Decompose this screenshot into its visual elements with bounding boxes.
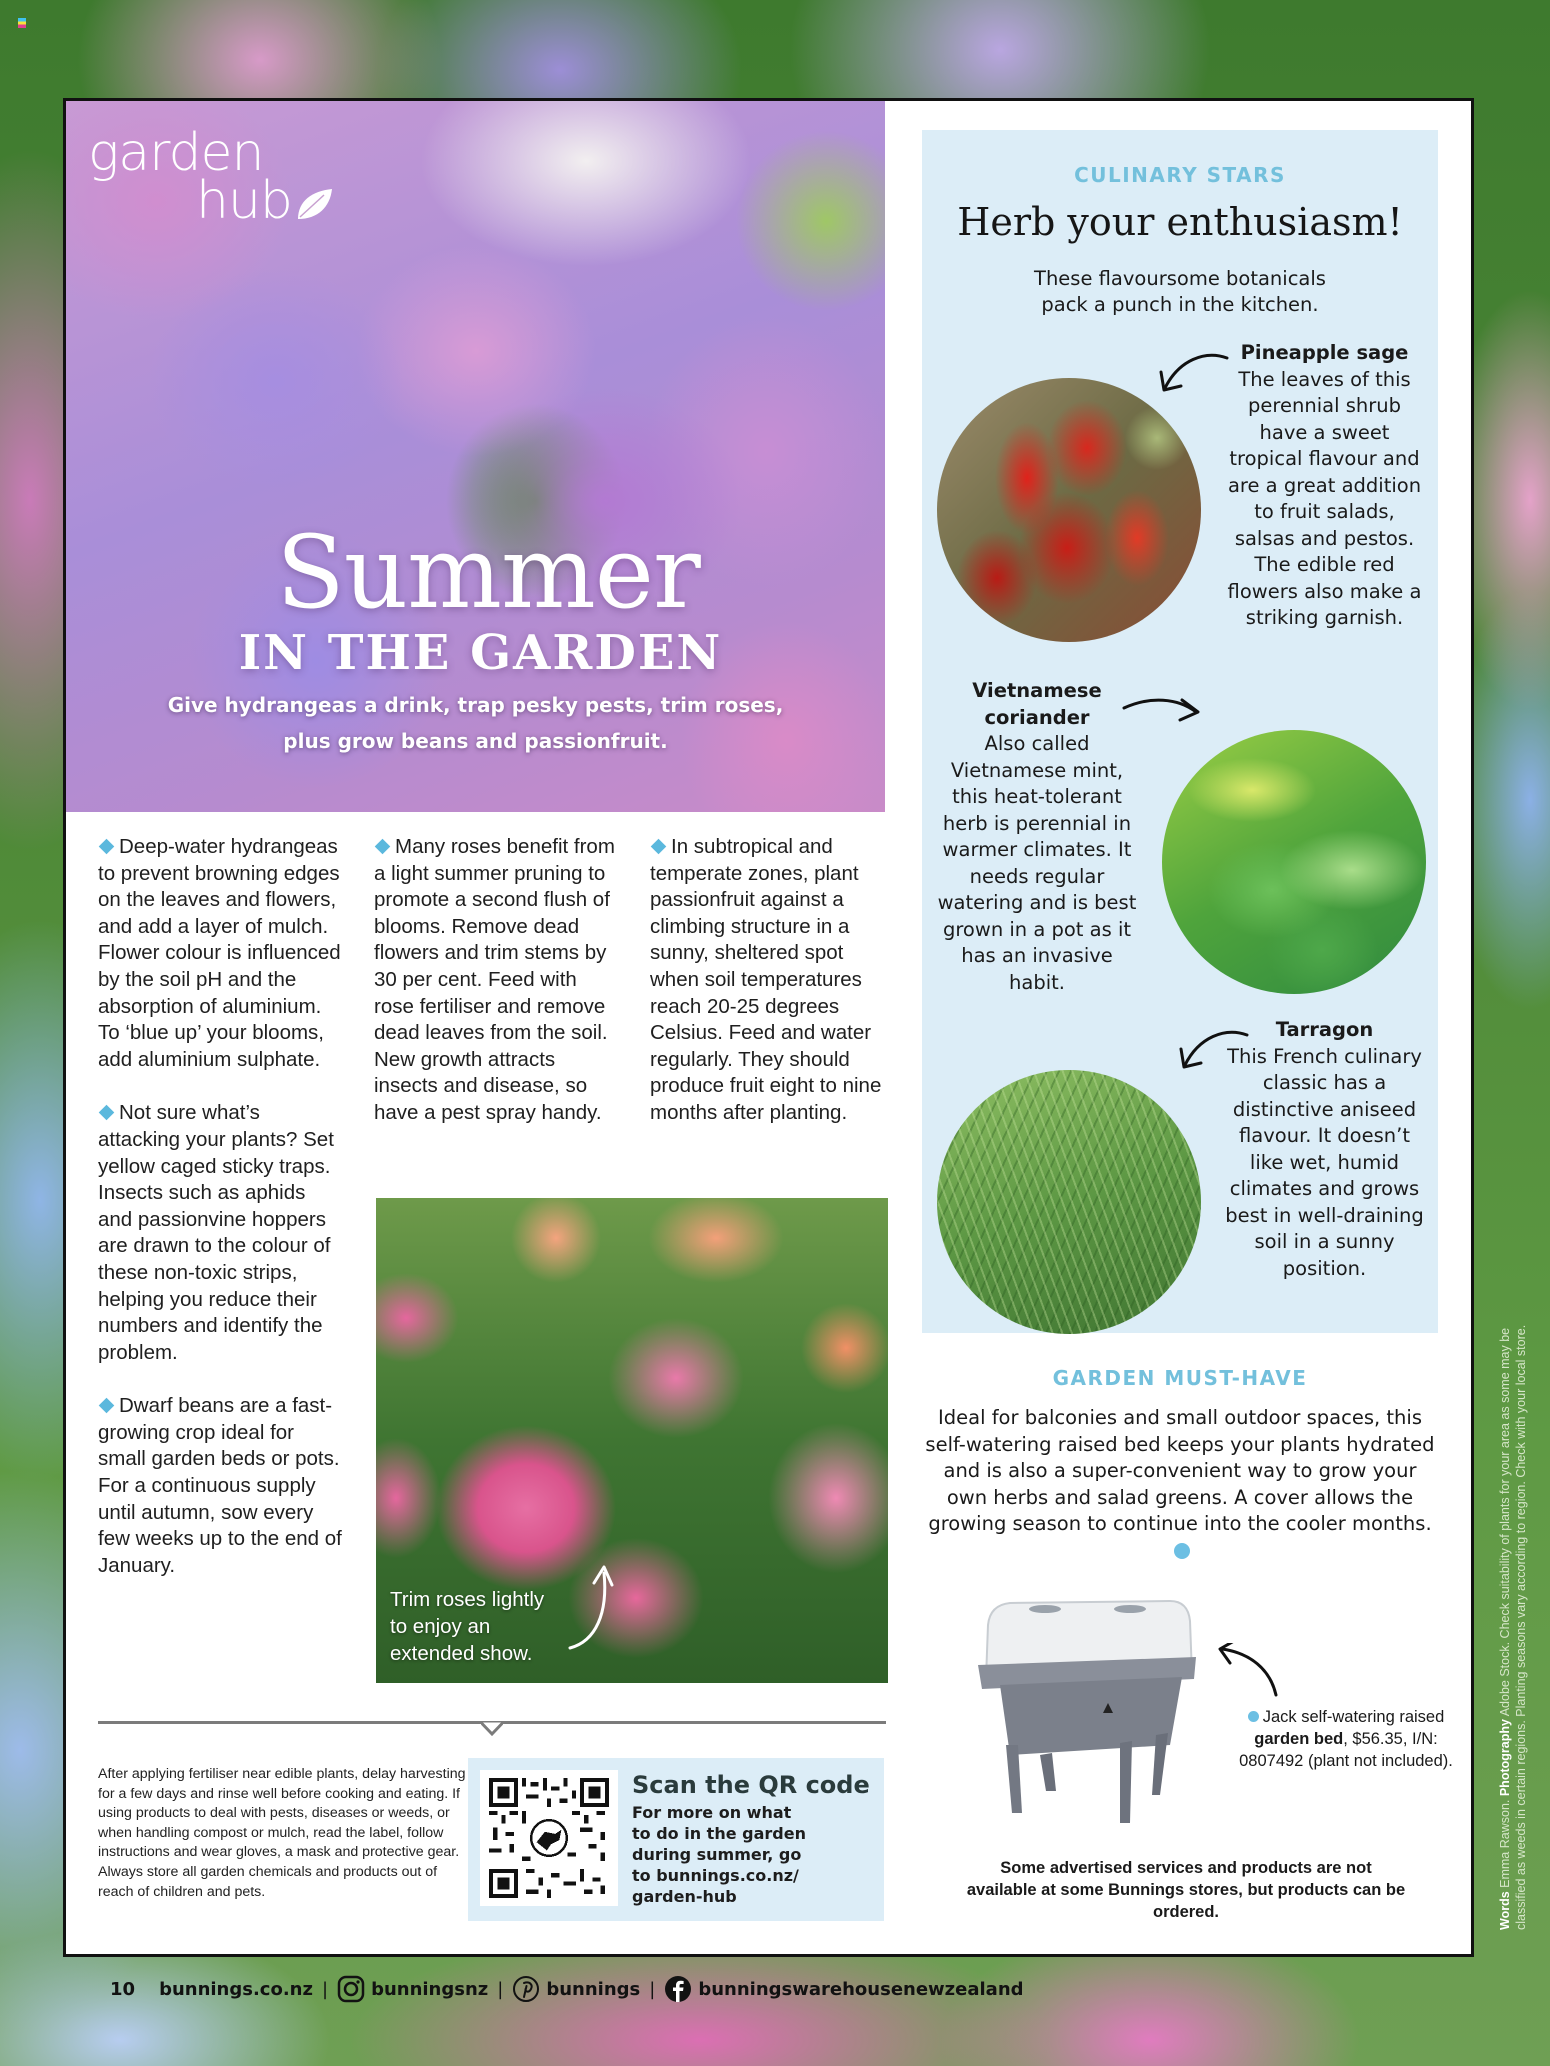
diamond-bullet-icon xyxy=(375,839,391,855)
culinary-stars-panel xyxy=(922,130,1438,1333)
hero-deck: Give hydrangeas a drink, trap pesky pests, trim roses, plus grow beans and passionfruit. xyxy=(167,693,784,753)
diamond-bullet-icon xyxy=(99,839,115,855)
tips-column-1 xyxy=(98,834,343,1606)
roses-photo xyxy=(376,1198,888,1683)
facebook-handle[interactable]: bunningswarehousenewzealand xyxy=(698,1978,1024,2000)
leaf-icon xyxy=(294,182,334,226)
instagram-handle[interactable]: bunningsnz xyxy=(371,1978,489,2000)
qr-callout xyxy=(468,1758,884,1921)
pineapple-sage-photo xyxy=(937,378,1201,642)
hero-title-block xyxy=(66,514,885,759)
garden-bed-product-image xyxy=(970,1595,1200,1835)
herb-description: Also called Vietnamese mint, this heat-tolerant herb is perennial in warmer climates. It needs regular watering and is best grown in a pot as it has an invasive habit. xyxy=(937,732,1137,994)
herb-pineapple-sage xyxy=(1222,340,1427,632)
must-have-kicker: GARDEN MUST-HAVE xyxy=(1052,1366,1308,1390)
herb-description: The leaves of this perennial shrub have a sweet tropical flavour and are a great addition to fruit salads, salsas and pestos. The edible red flowers also make a striking garnish. xyxy=(1227,367,1422,629)
page-footer: 10 bunnings.co.nz | bunningsnz | bunnings | bunningswarehousenewzealand xyxy=(110,1975,1024,2003)
website-link[interactable]: bunnings.co.nz xyxy=(159,1978,313,2000)
product-caption: Jack self-watering raised garden bed, $56.35, I/N: 0807492 (plant not included). xyxy=(1239,1708,1453,1770)
herb-name: Pineapple sage xyxy=(1240,341,1409,364)
bullet-dot-icon xyxy=(1248,1711,1259,1722)
tip-beans: Dwarf beans are a fast-growing crop ideal for small garden beds or pots. For a continuous supply until autumn, sow every few weeks up to the end of January. xyxy=(98,1394,342,1577)
qr-text xyxy=(632,1770,870,1907)
herb-name: Vietnamese coriander xyxy=(972,679,1102,729)
culinary-intro: These flavoursome botanicals pack a punch in the kitchen. xyxy=(1034,267,1326,316)
roses-caption: Trim roses lightly to enjoy an extended show. xyxy=(390,1588,545,1665)
print-registration-mark xyxy=(18,18,26,28)
culinary-kicker: CULINARY STARS xyxy=(1074,163,1286,187)
curved-arrow-icon xyxy=(1157,350,1229,396)
availability-note: Some advertised services and products are not available at some Bunnings stores, but products can be ordered. xyxy=(966,1859,1406,1921)
qr-title: Scan the QR code xyxy=(632,1771,870,1799)
tips-column-2 xyxy=(374,834,619,1154)
pinterest-handle[interactable]: bunnings xyxy=(546,1978,641,2000)
tips-column-3 xyxy=(650,834,895,1154)
tip-hydrangeas: Deep-water hydrangeas to prevent browning edges on the leaves and flowers, and add a layer of mulch. Flower colour is influenced by the soil pH and the absorption of aluminium. To ‘blue up’ your blooms, add aluminium sulphate. xyxy=(98,835,341,1071)
tip-roses: Many roses benefit from a light summer pruning to promote a second flush of blooms. Remove dead flowers and trim stems by 30 per cent. Feed with rose fertiliser and remove dead leaves from the soil. New growth attracts insects and disease, so have a pest spray handy. xyxy=(374,835,615,1124)
qr-link-cont[interactable]: garden-hub xyxy=(632,1887,737,1906)
hero-title: Summer xyxy=(276,514,700,631)
qr-link[interactable]: to bunnings.co.nz/ xyxy=(632,1866,799,1885)
hero-image-hydrangeas xyxy=(66,101,885,812)
photo-credits: Words Emma Rawson. Photography Adobe Stock. Check suitability of plants for your area as some may be classified as weeds in certain regions. Planting seasons vary according to region. Check with your local store. xyxy=(1498,1324,1528,1930)
tarragon-photo xyxy=(937,1070,1201,1334)
curved-arrow-icon xyxy=(566,1553,626,1653)
vietnamese-coriander-photo xyxy=(1162,730,1426,994)
garden-hub-logo: garden hub xyxy=(88,127,334,226)
pinterest-icon[interactable] xyxy=(512,1975,540,2003)
safety-note: After applying fertiliser near edible plants, delay harvesting for a few days and rinse well before cooking and eating. If using products to deal with pests, diseases or weeds, or when handling compost or mulch, read the label, follow instructions and wear gloves, a mask and protective gear. Always store all garden chemicals and products out of reach of children and pets. xyxy=(98,1766,466,1900)
instagram-icon[interactable] xyxy=(337,1975,365,2003)
hero-subtitle: IN THE GARDEN xyxy=(238,625,723,681)
magazine-page xyxy=(63,98,1474,1957)
divider-notch-icon xyxy=(481,1721,503,1737)
curved-arrow-icon xyxy=(1214,1643,1284,1699)
qr-body: For more on what to do in the garden during summer, go to bunnings.co.nz/ garden-hub xyxy=(632,1802,870,1907)
must-have-body: Ideal for balconies and small outdoor spaces, this self-watering raised bed keeps your plants hydrated and is also a super-convenient way to grow your own herbs and salad greens. A cover allows the growing season to continue into the cooler months. xyxy=(922,1405,1438,1564)
herb-description: This French culinary classic has a distinctive aniseed flavour. It doesn’t like wet, humid climates and grows best in well-draining soil in a sunny position. xyxy=(1225,1044,1424,1280)
facebook-icon[interactable] xyxy=(664,1975,692,2003)
qr-code[interactable] xyxy=(480,1770,618,1906)
product-name: garden bed xyxy=(1254,1730,1344,1748)
diamond-bullet-icon xyxy=(99,1398,115,1414)
curved-arrow-icon xyxy=(1122,694,1202,730)
diamond-bullet-icon xyxy=(99,1105,115,1121)
tip-pests: Not sure what’s attacking your plants? Set yellow caged sticky traps. Insects such as aphids and passionvine hoppers are drawn to the colour of these non-toxic strips, helping you reduce their numbers and identify the problem. xyxy=(98,1101,334,1364)
end-dot-icon xyxy=(1174,1543,1190,1559)
tip-passionfruit: In subtropical and temperate zones, plant passionfruit against a climbing structure in a sunny, sheltered spot when soil temperatures reach 20-25 degrees Celsius. Feed and water regularly. They should produce fruit eight to nine months after planting. xyxy=(650,835,882,1124)
herb-name: Tarragon xyxy=(1275,1018,1374,1041)
culinary-heading: Herb your enthusiasm! xyxy=(957,200,1403,244)
diamond-bullet-icon xyxy=(651,839,667,855)
herb-vietnamese-coriander xyxy=(937,678,1137,996)
herb-tarragon xyxy=(1222,1017,1427,1282)
page-number: 10 xyxy=(110,1978,136,2000)
